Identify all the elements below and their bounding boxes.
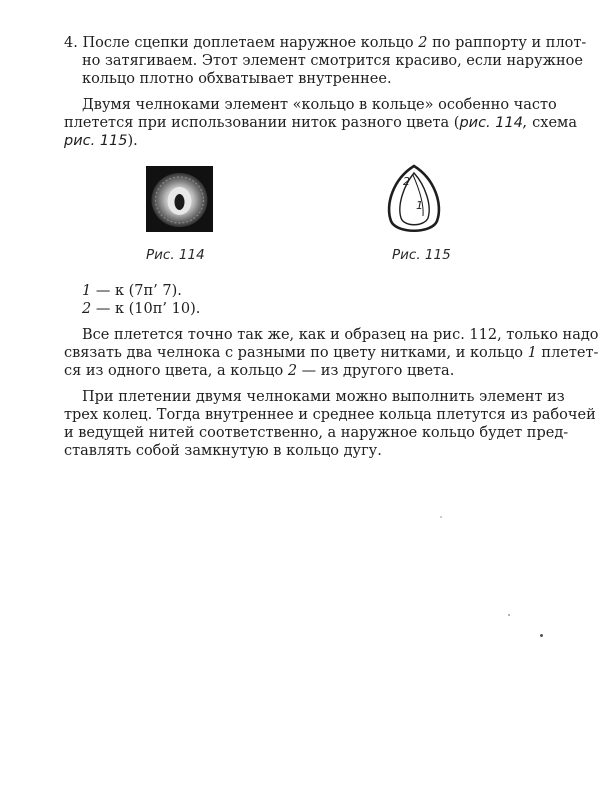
figure-115-caption: Рис. 115 [392, 247, 451, 263]
para3-line1: Все плетется точно так же, как и образец на рис. 112, только надо [82, 327, 599, 343]
para1-line3: кольцо плотно обхватывает внутреннее. [82, 71, 392, 87]
para4-line3: и ведущей нитей соответственно, а наружное кольцо будет пред- [64, 425, 569, 441]
formula-line-2: 2 — к (10п’ 10). [82, 301, 201, 317]
scheme-label-inner: 1 [416, 199, 423, 212]
figure-114-caption: Рис. 114 [146, 247, 205, 263]
para2-line3: рис. 115). [64, 133, 138, 149]
figure-ref-115: рис. 115 [64, 133, 128, 149]
para1-line1: 4. После сцепки доплетаем наружное кольцо 2 по раппорту и плот- [64, 35, 587, 51]
scan-speck [540, 634, 543, 637]
para3-line3: ся из одного цвета, а кольцо 2 — из другого цвета. [64, 363, 455, 379]
ring-number: 2 [418, 35, 428, 51]
para2-line1: Двумя челноками элемент «кольцо в кольце» особенно часто [82, 97, 557, 113]
para1-line2: но затягиваем. Этот элемент смотрится красиво, если наружное [82, 53, 583, 69]
para4-line2: трех колец. Тогда внутреннее и среднее кольца плетутся из рабочей [64, 407, 596, 423]
figure-114-photo [146, 166, 213, 232]
scan-speck [508, 614, 510, 616]
figure-ref-114: рис. 114, [459, 115, 528, 131]
figure-115-scheme [383, 163, 445, 239]
para4-line1: При плетении двумя челноками можно выполнить элемент из [82, 389, 565, 405]
formula-line-1: 1 — к (7п’ 7). [82, 283, 182, 299]
scan-speck [440, 516, 442, 518]
scheme-label-outer: 2 [403, 175, 410, 188]
para2-line2: плетется при использовании ниток разного цвета (рис. 114, схема [64, 115, 577, 131]
para3-line2: связать два челнока с разными по цвету нитками, и кольцо 1 плетет- [64, 345, 599, 361]
para4-line4: ставлять собой замкнутую в кольцо дугу. [64, 443, 382, 459]
